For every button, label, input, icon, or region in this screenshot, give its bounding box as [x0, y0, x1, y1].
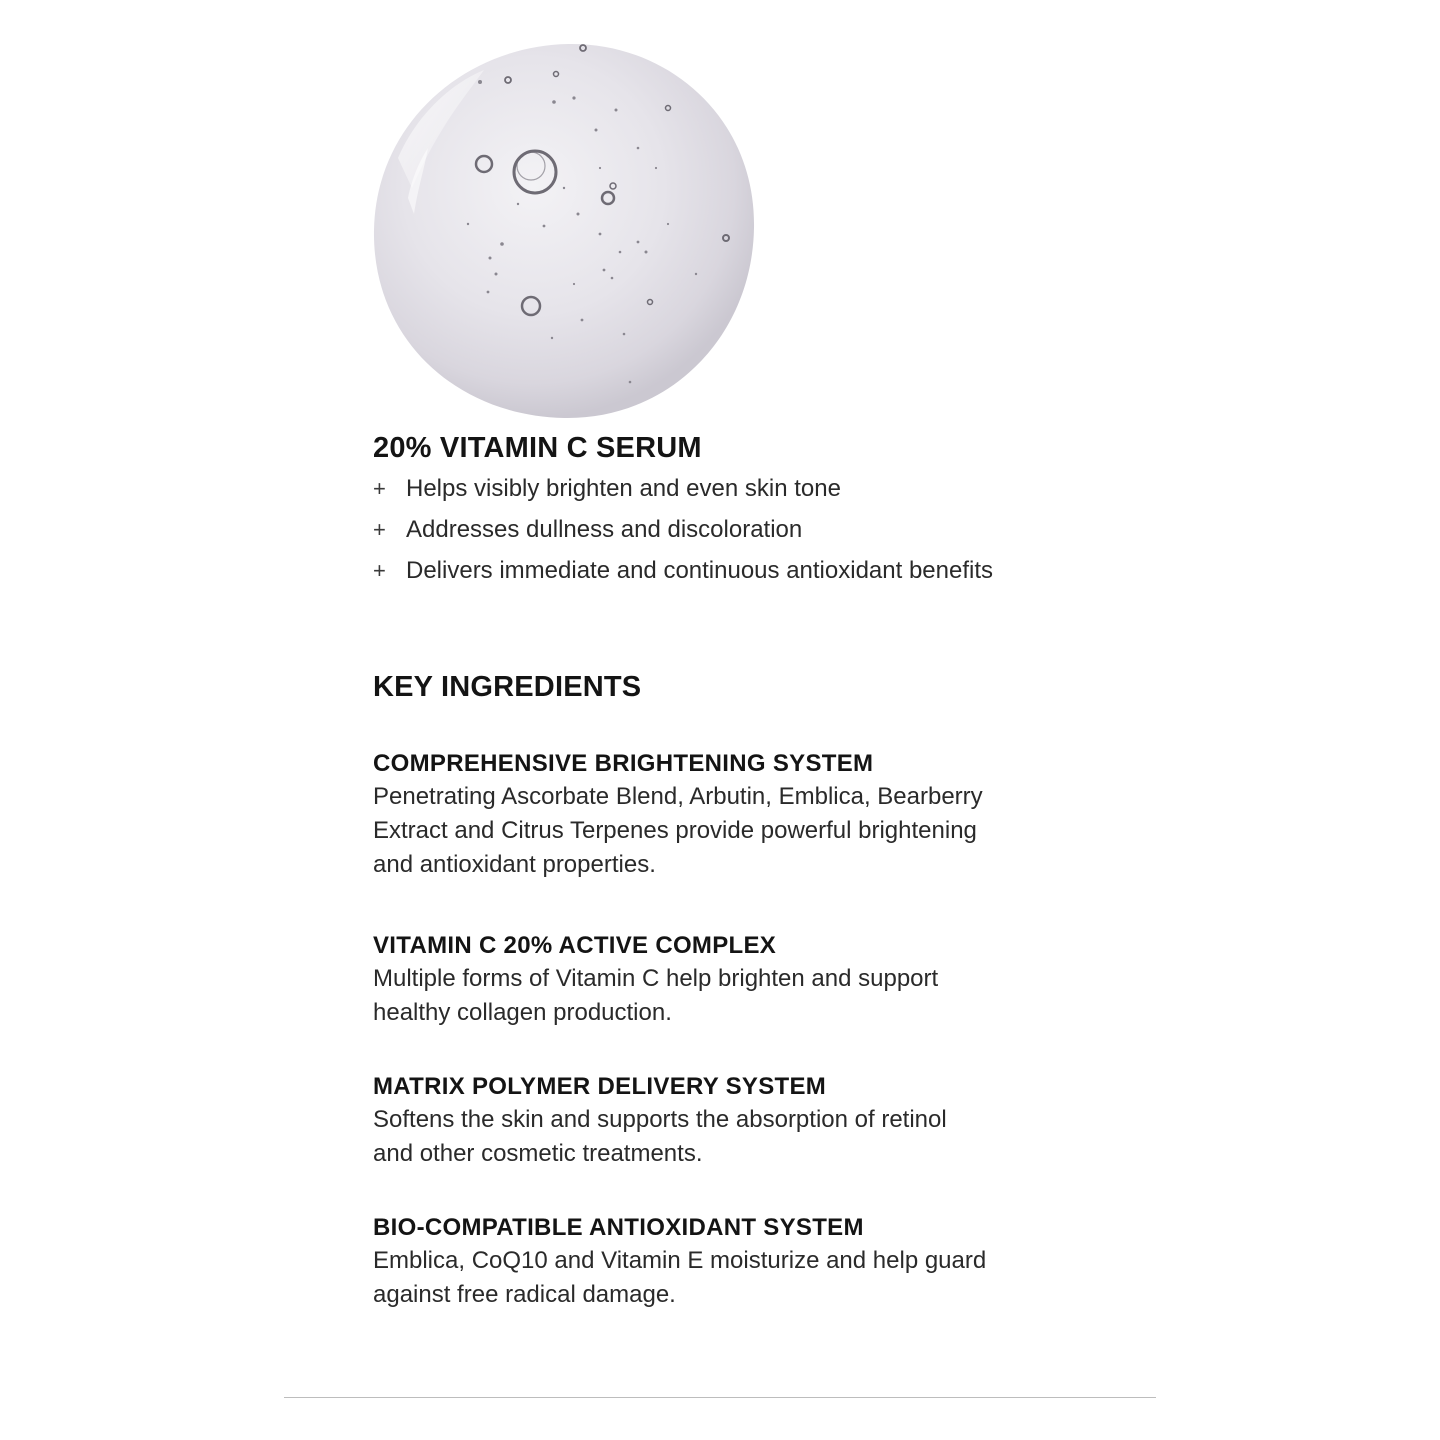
description-line: Extract and Citrus Terpenes provide powerful brightening [373, 817, 977, 844]
ingredient-antioxidant-system [373, 1212, 1073, 1312]
serum-droplet-image [368, 38, 758, 422]
plus-icon: + [373, 558, 386, 583]
benefit-text: Delivers immediate and continuous antioxidant benefits [406, 557, 994, 584]
product-title: 20% VITAMIN C SERUM [373, 432, 702, 464]
benefits-list [373, 468, 1093, 591]
bottom-divider [284, 1397, 1156, 1398]
ingredient-description [373, 780, 1073, 882]
benefit-text: Addresses dullness and discoloration [406, 516, 803, 543]
ingredient-description [373, 1103, 1073, 1171]
ingredient-title: COMPREHENSIVE BRIGHTENING SYSTEM [373, 750, 874, 777]
description-line: Penetrating Ascorbate Blend, Arbutin, Emblica, Bearberry [373, 783, 983, 810]
plus-icon: + [373, 476, 386, 501]
description-line: and other cosmetic treatments. [373, 1140, 703, 1167]
benefit-item [373, 468, 1093, 509]
ingredient-matrix-polymer [373, 1071, 1073, 1171]
key-ingredients-title: KEY INGREDIENTS [373, 671, 642, 703]
description-line: Emblica, CoQ10 and Vitamin E moisturize and help guard [373, 1247, 987, 1274]
benefit-item [373, 509, 1093, 550]
product-info [373, 428, 1093, 1308]
ingredient-title: MATRIX POLYMER DELIVERY SYSTEM [373, 1073, 827, 1100]
ingredient-title: VITAMIN C 20% ACTIVE COMPLEX [373, 932, 777, 959]
ingredient-title: BIO-COMPATIBLE ANTIOXIDANT SYSTEM [373, 1214, 864, 1241]
ingredient-brightening-system [373, 748, 1073, 882]
description-line: healthy collagen production. [373, 999, 672, 1026]
description-line: Softens the skin and supports the absorption of retinol [373, 1106, 947, 1133]
plus-icon: + [373, 517, 386, 542]
benefit-text: Helps visibly brighten and even skin tone [406, 475, 841, 502]
description-line: Multiple forms of Vitamin C help brighten and support [373, 965, 939, 992]
description-line: against free radical damage. [373, 1281, 676, 1308]
ingredient-description [373, 1244, 1073, 1312]
description-line: and antioxidant properties. [373, 851, 656, 878]
ingredient-vitamin-c-complex [373, 930, 1073, 1030]
benefit-item [373, 550, 1093, 591]
ingredient-description [373, 962, 1073, 1030]
